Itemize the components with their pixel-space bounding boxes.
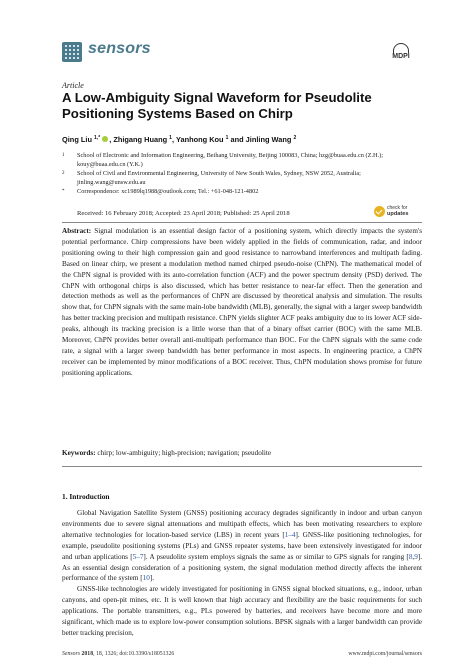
keywords [62, 449, 422, 457]
article-type: Article [62, 81, 84, 90]
abstract [62, 226, 422, 379]
mdpi-logo-icon [382, 43, 420, 61]
abstract-label: Abstract: [62, 227, 92, 235]
paragraph-text: , [412, 552, 415, 561]
footer-citation [62, 651, 174, 657]
affiliation-mark: 1 [62, 153, 65, 158]
author-affiliation-mark: 2 [293, 135, 297, 141]
author-affiliation-mark: 1 [169, 135, 172, 141]
author-name: Yanhong Kou [175, 135, 224, 144]
affiliation-text: School of Electronic and Information Engineering, Beihang University, Beijing 100083, China; hzg@buaa.edu.cn (Z.H.); kouy@buaa.edu.cn (Y.K.) [77, 152, 383, 168]
citation-link[interactable]: 8 [408, 552, 413, 561]
author-affiliation-mark: 1 [225, 135, 229, 141]
citation-link[interactable]: 10 [142, 574, 150, 583]
paragraph-text: ]. GNSS-like positioning technologies, for example, pseudolite positioning systems (PLs) and GNSS repeater systems, have been extensively investigated for indoor and urban applications [ [62, 530, 422, 561]
author-list: Qing Liu $^{1,*}$ , Zhigang Huang $^1$, Yanhong Kou $^1$ and Jinling Wang $^2$ [62, 135, 297, 144]
keywords-label: Keywords: [62, 449, 96, 457]
journal-name: sensors [88, 40, 151, 57]
paragraph-text: ]. A pseudolite system employs signals the same as or similar to GPS signals for ranging [ [143, 552, 409, 561]
correspondence-text: Correspondence: xc1989lq1988@outlook.com; Tel.: +61-048-121-4802 [77, 188, 259, 195]
affiliation-1 [62, 152, 422, 169]
intro-paragraph-1 [62, 508, 422, 584]
paragraph-text: Global Navigation Satellite System (GNSS) positioning accuracy degrades significantly in indoor and urban canyon environments due to severe signal attenuations and multipath effects, which has been motivating researchers to explore alternative technologies for location-based service (LBS) in recent years [ [62, 509, 422, 539]
paragraph-text: ]. As an essential design consideration of a positioning system, the signal modulation method directly affects the inherent performance of the system [ [62, 552, 422, 583]
footer-year: 2018 [81, 651, 94, 657]
paper-title: A Low-Ambiguity Signal Waveform for Pseudolite Positioning Systems Based on Chirp [62, 90, 372, 121]
author-name: Jinling Wang [245, 135, 292, 144]
abstract-text: Signal modulation is an essential design factor of a positioning system, which directly impacts the system's potential performance. Chirp compressions have been widely applied in the fields of communication, radar, and indoor positioning owing to their high compression gain and good resistance to narrowband interferences and multipath fading. Based on linear chirp, we present a modulation method named chirped pseudo-noise (ChPN). The mathematical model of the ChPN signal is provided with its auto-correlation function (ACF) and the power spectrum density (PSD) derived. The ChPN with orthogonal chirps is also discussed, which has better resistance to near-far effect. Then the generation and detection methods as well as the performances of ChPN are discussed by theoretical analysis and simulation. The results show that, for ChPN signals with the same main-lobe bandwidth (MLB), generally, the signal with a larger sweep bandwidth has better tracking precision and multipath resistance. ChPN yields slighter ACF peaks ambiguity due to its lower ACF side-peaks, although its tracking precision is a little worse than that of a binary offset carrier (BOC) with the same MLB. Moreover, ChPN provides better overall anti-multipath performance than BOC. For the ChPN signals with the same code rate, a signal with a larger sweep bandwidth has better performance in most aspects. In engineering practice, a ChPN receiver can be implemented by minor modifications of a BOC receiver. Thus, ChPN modulation shows promise for future positioning applications. [62, 227, 422, 377]
footer-url[interactable]: www.mdpi.com/journal/sensors [348, 651, 422, 657]
journal-header [62, 40, 420, 64]
orcid-icon[interactable] [102, 136, 108, 142]
footer-doi: , 18, 1326; doi:10.3390/s18051326 [93, 651, 175, 657]
keywords-text: chirp; low-ambiguity; high-precision; navigation; pseudolite [97, 449, 272, 457]
affiliation-text: School of Civil and Environmental Engineering, University of New South Wales, Sydney, NSW 2052, Australia; jinling.wang@unsw.edu.au [77, 170, 361, 186]
updates-line2: updates [387, 211, 409, 217]
affiliation-mark: 2 [62, 171, 65, 176]
correspondence [62, 188, 422, 197]
footer-journal: Sensors [62, 651, 81, 657]
publisher-name: MDPI [392, 53, 410, 60]
author-name: Qing Liu [62, 135, 92, 144]
divider [62, 222, 422, 223]
check-for-updates-badge[interactable] [374, 205, 422, 219]
section-heading: 1. Introduction [62, 492, 110, 501]
affiliation-mark: * [62, 189, 65, 194]
publication-dates: Received: 16 February 2018; Accepted: 23 April 2018; Published: 25 April 2018 [77, 210, 290, 217]
author-affiliation-mark: 1,* [94, 135, 101, 141]
author-name: Zhigang Huang [113, 135, 168, 144]
affiliation-2 [62, 170, 422, 187]
paragraph-text: ]. [149, 574, 155, 583]
citation-link[interactable]: 9 [414, 552, 418, 561]
check-for-updates-icon [374, 206, 385, 217]
check-for-updates-label [387, 205, 408, 217]
citation-link[interactable]: 1–4 [284, 530, 296, 539]
divider [62, 466, 422, 467]
citation-link[interactable]: 5–7 [132, 552, 144, 561]
updates-line1: check for [387, 205, 408, 211]
intro-paragraph-2: GNSS-like technologies are widely investigated for positioning in GNSS signal blocked situations, e.g., indoor, urban canyons, and open-pit mines, etc. It is well known that high accuracy and flexibility are the basic requirements for such applications. The portable transmitters, e.g., PLs powered by batteries, and receivers have become more and more significant, which made us to explore low-power consumption solutions. BPSK signals with a larger bandwidth can provide better tracking precision, [62, 585, 422, 637]
sensors-logo-icon [62, 42, 82, 62]
